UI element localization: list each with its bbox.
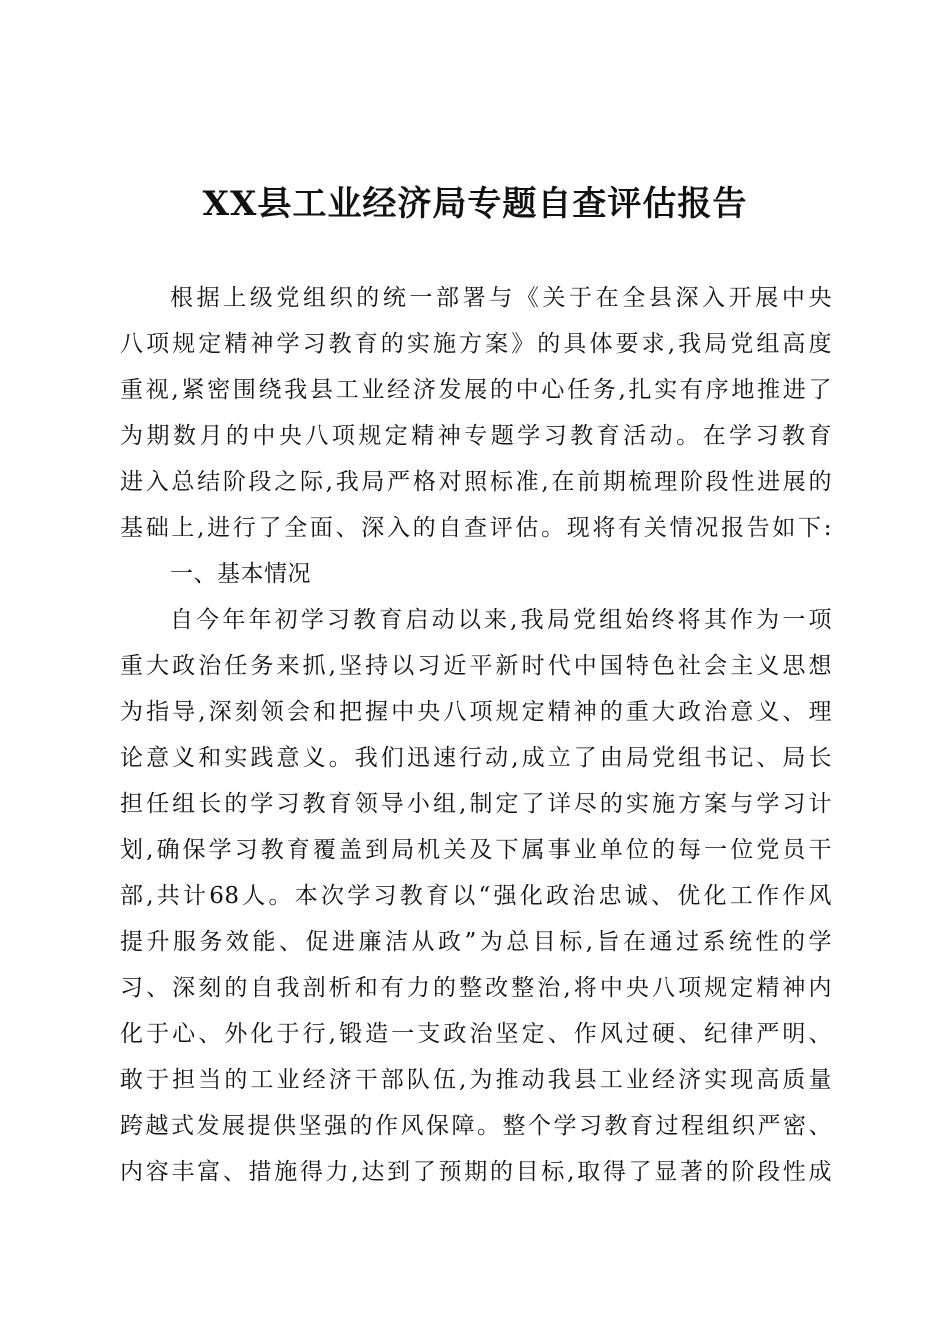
paragraph-line: 为指导,深刻领会和把握中央八项规定精神的重大政治意义、理 bbox=[120, 699, 832, 725]
paragraph-line: 重视,紧密围绕我县工业经济发展的中心任务,扎实有序地推进了 bbox=[120, 377, 832, 403]
paragraph-line: 重大政治任务来抓,坚持以习近平新时代中国特色社会主义思想 bbox=[120, 653, 832, 679]
paragraph-line: 担任组长的学习教育领导小组,制定了详尽的实施方案与学习计 bbox=[120, 791, 832, 817]
paragraph-line: 敢于担当的工业经济干部队伍,为推动我县工业经济实现高质量 bbox=[120, 1067, 832, 1093]
paragraph-line: 自今年年初学习教育启动以来,我局党组始终将其作为一项 bbox=[170, 607, 832, 633]
paragraph-line: 论意义和实践意义。我们迅速行动,成立了由局党组书记、局长 bbox=[120, 745, 832, 771]
paragraph-line: 提升服务效能、促进廉洁从政”为总目标,旨在通过系统性的学 bbox=[120, 929, 832, 955]
paragraph-line: 进入总结阶段之际,我局严格对照标准,在前期梳理阶段性进展的 bbox=[120, 469, 832, 495]
document-title: XX县工业经济局专题自查评估报告 bbox=[202, 184, 748, 224]
paragraph-line: 化于心、外化于行,锻造一支政治坚定、作风过硬、纪律严明、 bbox=[120, 1021, 832, 1047]
paragraph-line: 跨越式发展提供坚强的作风保障。整个学习教育过程组织严密、 bbox=[120, 1113, 832, 1139]
paragraph-line: 八项规定精神学习教育的实施方案》的具体要求,我局党组高度 bbox=[120, 331, 832, 357]
paragraph-line: 内容丰富、措施得力,达到了预期的目标,取得了显著的阶段性成 bbox=[120, 1159, 832, 1185]
paragraph-line: 部,共计68人。本次学习教育以“强化政治忠诚、优化工作作风 bbox=[120, 883, 832, 909]
section-heading: 一、基本情况 bbox=[170, 561, 311, 587]
paragraph-line: 划,确保学习教育覆盖到局机关及下属事业单位的每一位党员干 bbox=[120, 837, 832, 863]
paragraph-line: 习、深刻的自我剖析和有力的整改整治,将中央八项规定精神内 bbox=[120, 975, 832, 1001]
paragraph-line: 基础上,进行了全面、深入的自查评估。现将有关情况报告如下: bbox=[120, 515, 832, 541]
paragraph-line: 根据上级党组织的统一部署与《关于在全县深入开展中央 bbox=[170, 285, 832, 311]
paragraph-line: 为期数月的中央八项规定精神专题学习教育活动。在学习教育 bbox=[120, 423, 832, 449]
